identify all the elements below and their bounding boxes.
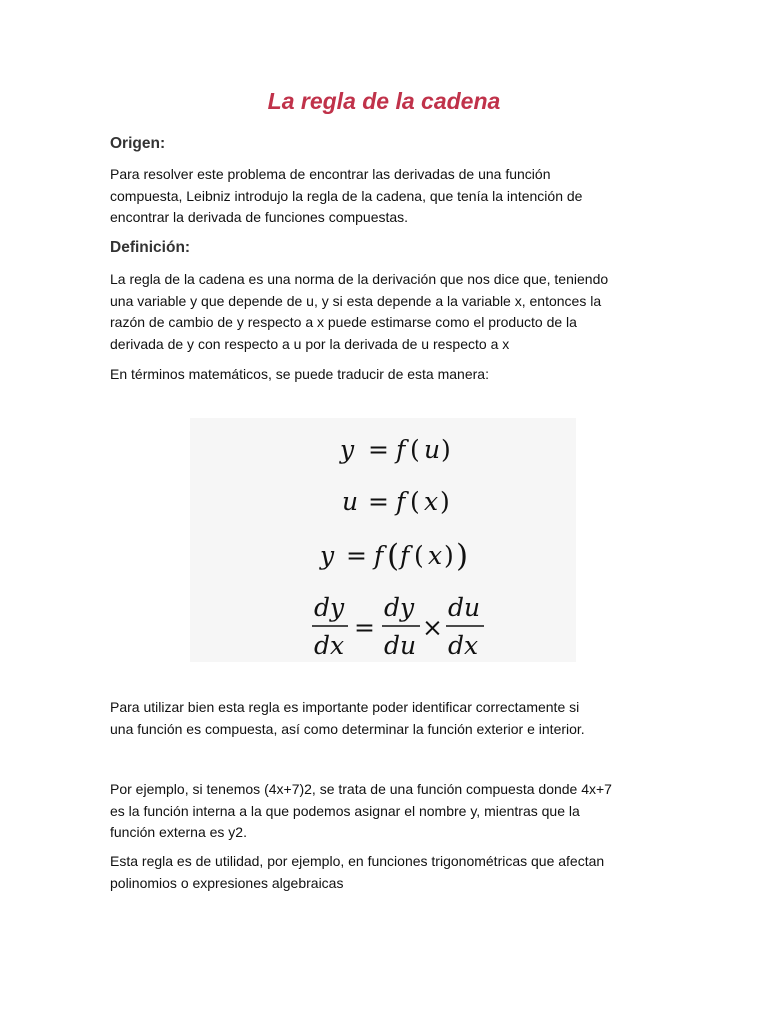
fraction-numerator: dy (314, 593, 345, 622)
formula-symbol: = (368, 487, 389, 516)
formula-symbol: ( (410, 435, 420, 464)
document-title: La regla de la cadena (267, 88, 501, 114)
paragraph-line: compuesta, Leibniz introdujo la regla de la cadena, que tenía la intención de (110, 187, 583, 204)
formula-u-equals-f-of-x (342, 487, 450, 516)
formula-symbol: ) (440, 487, 450, 516)
paragraph-line: Por ejemplo, si tenemos (4x+7)2, se trata de una función compuesta donde 4x+7 (110, 781, 612, 797)
formula-svg (190, 418, 576, 662)
fraction-denominator: dx (314, 631, 345, 660)
formula-symbol: x (428, 541, 443, 570)
paragraph-line: Para utilizar bien esta regla es importante poder identificar correctamente si (110, 699, 580, 715)
formula-symbol: × (422, 613, 443, 642)
usage-paragraph (110, 697, 670, 740)
formula-symbol: y (340, 435, 355, 464)
paragraph-line: una variable y que depende de u, y si esta depende a la variable x, entonces la (110, 292, 602, 309)
paragraph-line: derivada de y con respecto a u por la derivada de u respecto a x (110, 335, 510, 352)
formula-symbol: f (396, 487, 406, 516)
formula-y-equals-f-of-f-of-x (319, 538, 468, 574)
formula-symbol: ( (410, 487, 420, 516)
formula-symbol: f (374, 541, 384, 570)
chain-rule-formula-image (190, 418, 576, 662)
origin-paragraph (110, 164, 670, 229)
formula-symbol: y (320, 541, 335, 570)
paragraph-line: La regla de la cadena es una norma de la derivación que nos dice que, teniendo (110, 271, 609, 287)
paragraph-line: Para resolver este problema de encontrar las derivadas de una función (110, 166, 551, 182)
formula-symbol: ( (414, 541, 424, 570)
origin-heading: Origen: (110, 135, 166, 152)
formula-symbol: f (396, 435, 406, 464)
definition-paragraph (110, 269, 670, 355)
formula-symbol: x (424, 487, 439, 516)
formula-y-equals-f-of-u (339, 435, 451, 464)
paragraph-line: es la función interna a la que podemos asignar el nombre y, mientras que la (110, 802, 580, 819)
paragraph-line: función externa es y2. (110, 824, 247, 840)
utility-paragraph (110, 851, 670, 894)
formula-symbol: = (346, 541, 367, 570)
fraction-denominator: dx (448, 631, 479, 660)
paragraph-line: Esta regla es de utilidad, por ejemplo, en funciones trigonométricas que afectan (110, 853, 605, 869)
formula-symbol: u (424, 435, 441, 464)
formula-chain-rule-derivative (312, 593, 484, 660)
math-intro-paragraph (110, 364, 670, 386)
fraction-numerator: du (448, 593, 481, 622)
paragraph-line: En términos matemáticos, se puede traducir de esta manera: (110, 366, 489, 382)
formula-symbol: = (354, 613, 375, 642)
formula-symbol: ( (387, 538, 400, 574)
formula-symbol: ) (456, 538, 469, 574)
paragraph-line: encontrar la derivada de funciones compuestas. (110, 209, 409, 225)
formula-symbol: ) (444, 541, 454, 570)
definition-heading: Definición: (110, 239, 191, 256)
paragraph-line: una función es compuesta, así como determinar la función exterior e interior. (110, 720, 585, 737)
example-paragraph (110, 779, 670, 844)
paragraph-line: polinomios o expresiones algebraicas (110, 874, 344, 891)
formula-symbol: = (368, 435, 389, 464)
fraction-denominator: du (384, 631, 417, 660)
fraction-numerator: dy (384, 593, 415, 622)
formula-symbol: ) (441, 435, 451, 464)
formula-symbol: f (400, 541, 410, 570)
formula-symbol: u (342, 487, 359, 516)
paragraph-line: razón de cambio de y respecto a x puede estimarse como el producto de la (110, 314, 577, 330)
